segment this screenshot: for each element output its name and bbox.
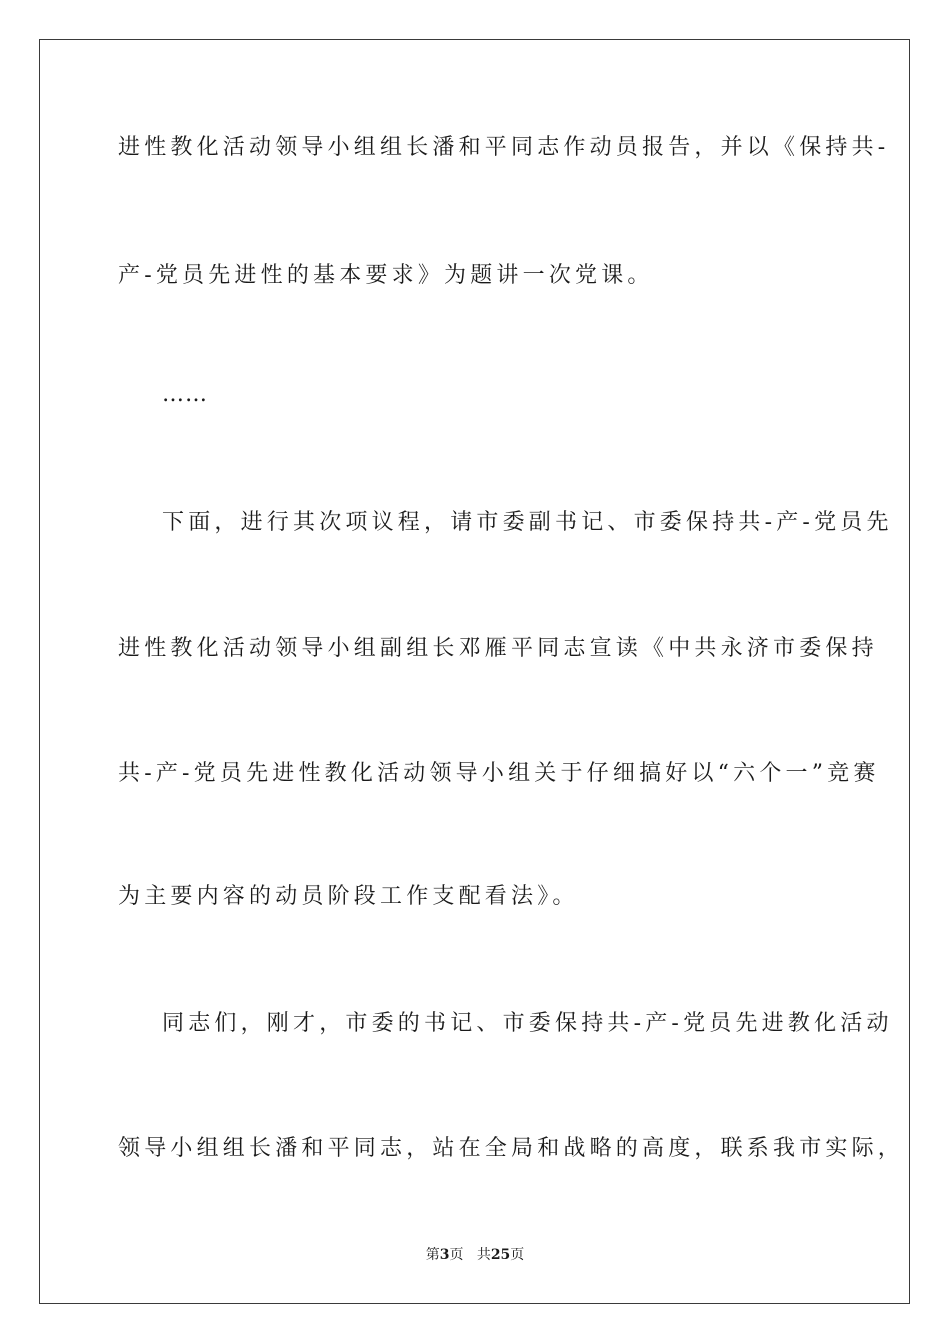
page-footer [0, 1245, 950, 1265]
footer-total-prefix: 共 [476, 1247, 491, 1263]
body-line-4: 下面，进行其次项议程，请市委副书记、市委保持共-产-党员先 [162, 510, 893, 535]
footer-total-pages: 25 [490, 1247, 511, 1263]
body-line-2: 产-党员先进性的基本要求》为题讲一次党课。 [118, 263, 654, 288]
body-line-6: 共-产-党员先进性教化活动领导小组关于仔细搞好以“六个一”竞赛 [118, 761, 880, 786]
footer-prefix: 第 [425, 1247, 440, 1263]
body-line-9: 领导小组组长潘和平同志，站在全局和战略的高度，联系我市实际， [118, 1136, 905, 1161]
page-border [39, 39, 910, 1304]
footer-total-suffix: 页 [510, 1247, 525, 1263]
footer-page-suffix: 页 [449, 1247, 464, 1263]
body-line-5: 进性教化活动领导小组副组长邓雁平同志宣读《中共永济市委保持 [118, 636, 878, 661]
body-line-7: 为主要内容的动员阶段工作支配看法》。 [118, 884, 579, 909]
ellipsis-line: …… [162, 382, 208, 407]
footer-page-number: 3 [439, 1247, 450, 1263]
body-line-1: 进性教化活动领导小组组长潘和平同志作动员报告，并以《保持共- [118, 135, 890, 160]
body-line-8: 同志们，刚才，市委的书记、市委保持共-产-党员先进教化活动 [162, 1011, 893, 1036]
